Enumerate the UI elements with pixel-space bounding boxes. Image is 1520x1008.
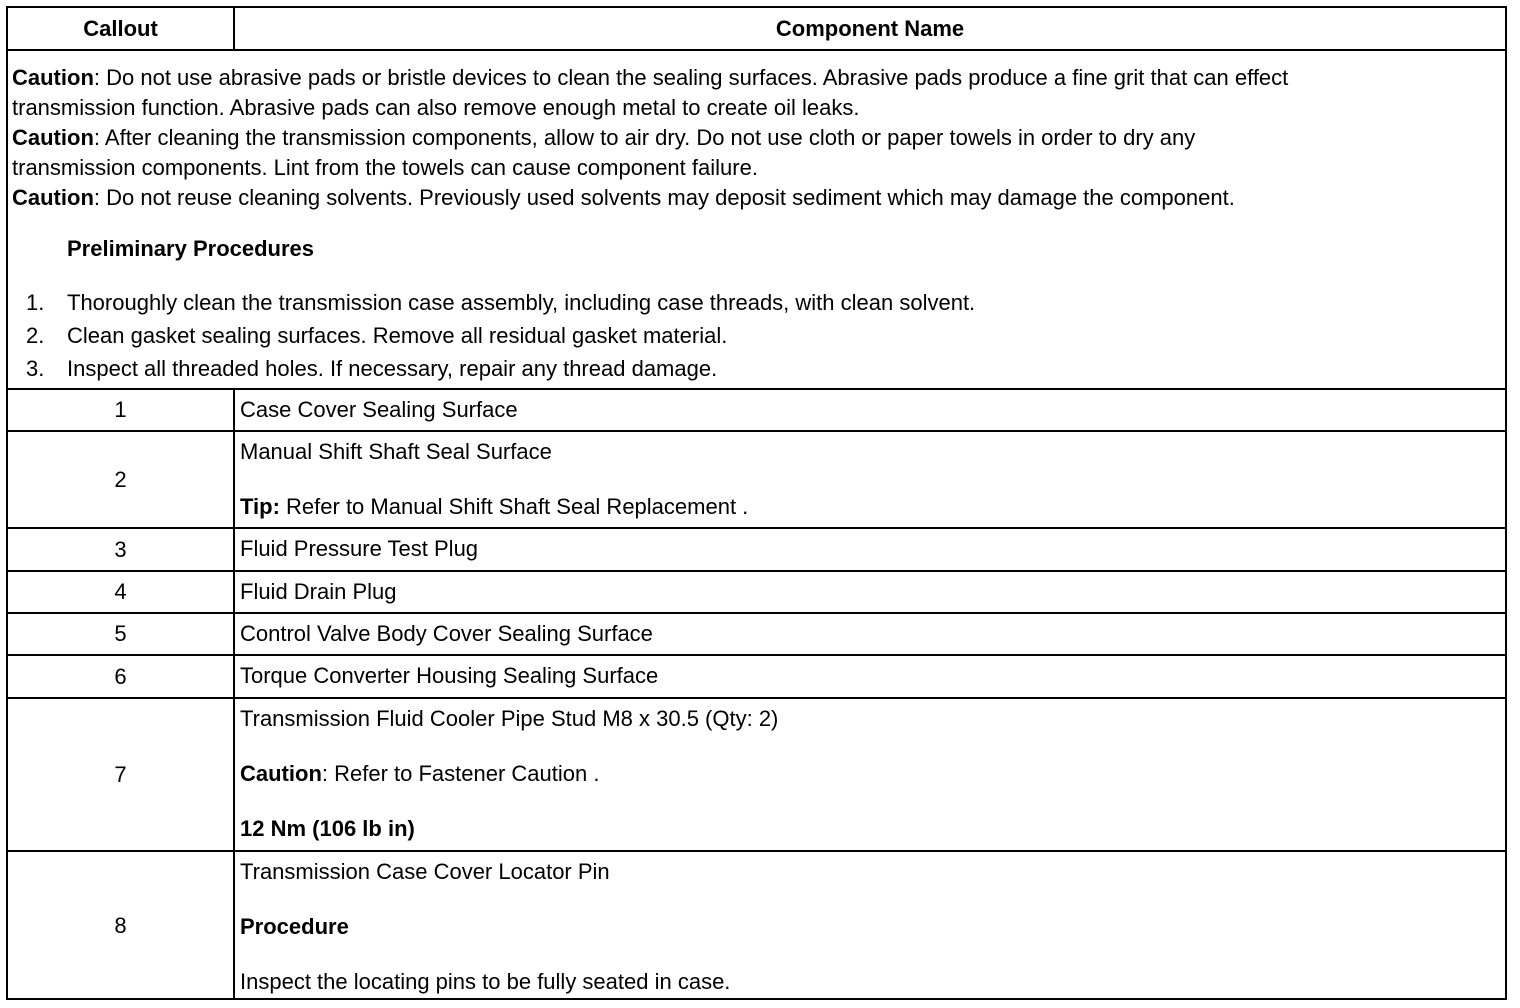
component-name: Fluid Pressure Test Plug xyxy=(240,536,479,561)
component-name: Manual Shift Shaft Seal Surface xyxy=(240,439,552,464)
component-cell xyxy=(235,529,1505,570)
table-header xyxy=(8,8,1505,49)
list-item xyxy=(12,290,1505,323)
component-name: Control Valve Body Cover Sealing Surface xyxy=(240,621,653,646)
preliminary-title: Preliminary Procedures xyxy=(67,236,315,261)
component-name: Fluid Drain Plug xyxy=(240,579,397,604)
caution-text: : Do not use abrasive pads or bristle devices to clean the sealing surfaces. Abrasive pads produce a fine grit that can effect xyxy=(93,65,1289,90)
callout-number: 3 xyxy=(8,529,235,570)
table-row xyxy=(8,430,1505,527)
caution-1-line-1 xyxy=(12,63,1505,93)
tip-text: Refer to Manual Shift Shaft Seal Replacement . xyxy=(279,494,749,519)
procedure-label: Procedure xyxy=(240,914,349,939)
header-callout: Callout xyxy=(8,8,235,49)
list-item xyxy=(12,323,1505,356)
callout-number: 4 xyxy=(8,572,235,612)
step-text: Thoroughly clean the transmission case assembly, including case threads, with clean solvent. xyxy=(67,290,976,315)
caution-label: Caution xyxy=(12,125,94,150)
step-number: 1. xyxy=(26,290,45,315)
component-cell xyxy=(235,432,1505,527)
component-cell xyxy=(235,390,1505,430)
callout-number: 7 xyxy=(8,699,235,850)
step-text: Clean gasket sealing surfaces. Remove all residual gasket material. xyxy=(67,323,728,348)
caution-2-line-1 xyxy=(12,123,1505,153)
component-name: Case Cover Sealing Surface xyxy=(240,397,518,422)
tip-label: Tip: xyxy=(240,494,280,519)
procedure-heading xyxy=(240,916,1505,938)
caution-2-line-2 xyxy=(12,153,1505,183)
caution-1-line-2 xyxy=(12,93,1505,123)
component-cell xyxy=(235,699,1505,850)
header-component-name: Component Name xyxy=(775,15,965,41)
component-cell xyxy=(235,852,1505,1000)
caution-text: : Do not reuse cleaning solvents. Previously used solvents may deposit sediment which may damage the component. xyxy=(93,185,1235,210)
caution-label: Caution xyxy=(12,185,94,210)
caution-3-line-1 xyxy=(12,183,1505,213)
component-cell xyxy=(235,614,1505,654)
torque-spec xyxy=(240,818,1505,840)
callout-number: 1 xyxy=(8,390,235,430)
component-cell xyxy=(235,656,1505,697)
component-table xyxy=(6,6,1507,1000)
step-number: 3. xyxy=(26,356,45,381)
caution-text: : Refer to Fastener Caution . xyxy=(321,761,600,786)
callout-number: 6 xyxy=(8,656,235,697)
table-row xyxy=(8,527,1505,570)
preliminary-steps xyxy=(12,290,1505,389)
table-row xyxy=(8,850,1505,1000)
caution-text: : After cleaning the transmission components, allow to air dry. Do not use cloth or paper towels in order to dry any xyxy=(93,125,1196,150)
component-name: Transmission Fluid Cooler Pipe Stud M8 x 30.5 (Qty: 2) xyxy=(240,706,779,731)
component-name: Transmission Case Cover Locator Pin xyxy=(240,859,610,884)
step-number: 2. xyxy=(26,323,45,348)
torque-value: 12 Nm (106 lb in) xyxy=(240,816,415,841)
table-row xyxy=(8,612,1505,654)
caution-label: Caution xyxy=(240,761,322,786)
caution-text: transmission components. Lint from the towels can cause component failure. xyxy=(12,155,758,180)
table-row xyxy=(8,697,1505,850)
component-cell xyxy=(235,572,1505,612)
table-row xyxy=(8,570,1505,612)
step-text: Inspect all threaded holes. If necessary, repair any thread damage. xyxy=(67,356,718,381)
callout-number: 5 xyxy=(8,614,235,654)
list-item xyxy=(12,356,1505,389)
caution-text: transmission function. Abrasive pads can also remove enough metal to create oil leaks. xyxy=(12,95,860,120)
caution-section xyxy=(8,49,1505,388)
component-name: Torque Converter Housing Sealing Surface xyxy=(240,663,659,688)
tip-note xyxy=(240,496,1505,518)
caution-label: Caution xyxy=(12,65,94,90)
procedure-text: Inspect the locating pins to be fully seated in case. xyxy=(240,969,731,994)
callout-number: 8 xyxy=(8,852,235,1000)
caution-note xyxy=(240,763,1505,785)
callout-number: 2 xyxy=(8,432,235,527)
table-row xyxy=(8,654,1505,697)
table-row xyxy=(8,388,1505,430)
